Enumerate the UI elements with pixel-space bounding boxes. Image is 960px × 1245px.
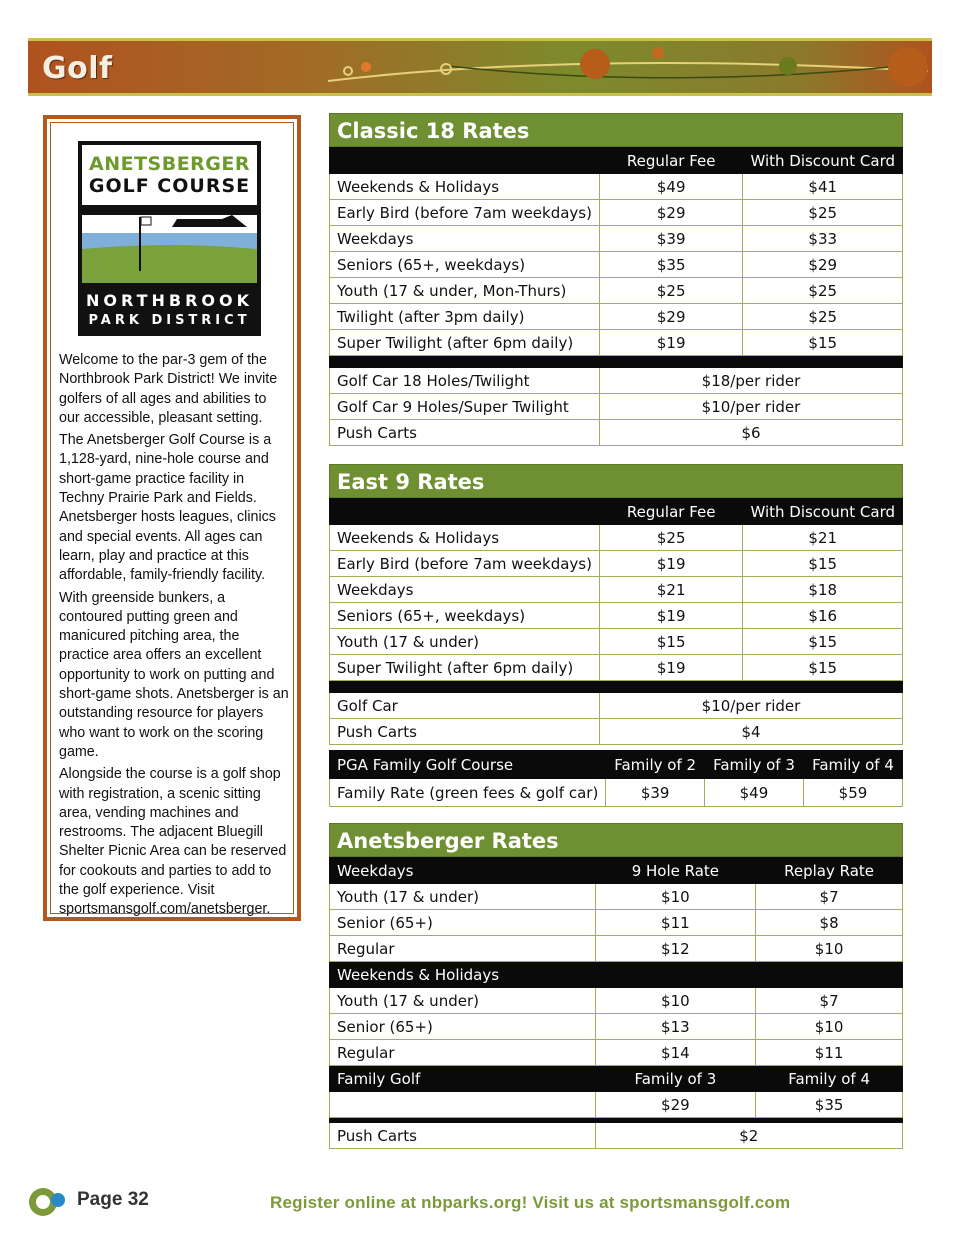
header-banner (28, 38, 932, 96)
table-row: Early Bird (before 7am weekdays) $19 $15 (330, 551, 903, 577)
section-title: Classic 18 Rates (329, 113, 903, 147)
table-row: Golf Car 18 Holes/Twilight $18/per rider (330, 368, 903, 394)
table-row: Push Carts $6 (330, 420, 903, 446)
sidebar (43, 115, 301, 921)
table-row: Youth (17 & under) $15 $15 (330, 629, 903, 655)
divider-bar (330, 356, 903, 368)
table-row: Family Rate (green fees & golf car) $39 $49 $59 (330, 779, 903, 807)
practice-paragraph: With greenside bunkers, a contoured putting green and manicured pitching area, the practice area offers an excellent opportunity to work on putting and short-game shots. Anetsberger is an outstanding resource for players who want to work on the scoring game. (59, 589, 289, 760)
table-row: Senior (65+) $11 $8 (330, 910, 903, 936)
column-header: Regular Fee (599, 499, 742, 525)
table-row: Twilight (after 3pm daily) $29 $25 (330, 304, 903, 330)
rates-table (329, 147, 903, 446)
table-row: Weekdays $39 $33 (330, 226, 903, 252)
table-row: Golf Car $10/per rider (330, 693, 903, 719)
section-title: Anetsberger Rates (329, 823, 903, 857)
table-row: Weekends & Holidays $49 $41 (330, 174, 903, 200)
intro-paragraph: Welcome to the par-3 gem of the Northbrook Park District! We invite golfers of all ages and abilities to our accessible, pleasant setting. (59, 352, 278, 426)
table-subheader-row: Family Golf Family of 3 Family of 4 (330, 1066, 903, 1092)
east-9-rates (329, 464, 903, 745)
table-row: Seniors (65+, weekdays) $19 $16 (330, 603, 903, 629)
logo-line4: PARK DISTRICT (88, 313, 251, 328)
table-row: $29 $35 (330, 1092, 903, 1118)
logo-line1: ANETSBERGER (88, 153, 251, 175)
anetsberger-logo (78, 141, 261, 336)
table-header-row (330, 751, 903, 779)
column-header: With Discount Card (743, 499, 903, 525)
section-title: East 9 Rates (329, 464, 903, 498)
table-row: Push Carts $2 (330, 1123, 903, 1149)
divider-bar (330, 681, 903, 693)
logo-line3: NORTHBROOK (85, 291, 253, 310)
anetsberger-rates (329, 823, 903, 1149)
table-header-row: Weekdays 9 Hole Rate Replay Rate (330, 858, 903, 884)
table-row: Weekdays $21 $18 (330, 577, 903, 603)
classic-18-rates (329, 113, 903, 446)
table-header-row (330, 148, 903, 174)
table-row: Super Twilight (after 6pm daily) $19 $15 (330, 330, 903, 356)
column-header: Family of 3 (704, 751, 803, 779)
rates-table (329, 498, 903, 745)
pga-family-golf (329, 750, 903, 807)
footer-text: Register online at nbparks.org! Visit us at sportsmansgolf.com (270, 1193, 791, 1212)
table-row: Youth (17 & under) $10 $7 (330, 988, 903, 1014)
table-row: Super Twilight (after 6pm daily) $19 $15 (330, 655, 903, 681)
course-paragraph: The Anetsberger Golf Course is a 1,128-yard, nine-hole course and short-game practice facility in Techny Prairie Park and Fields. Anetsberger hosts leagues, clinics and special events. All ages can learn, play and practice at this affordable, family-friendly facility. (59, 432, 276, 584)
table-row: Weekends & Holidays $25 $21 (330, 525, 903, 551)
table-subheader-row: Weekends & Holidays (330, 962, 903, 988)
sidebar-text (59, 351, 291, 923)
column-header: With Discount Card (743, 148, 903, 174)
logo-line2: GOLF COURSE (88, 175, 251, 197)
column-header: Replay Rate (756, 858, 903, 884)
table-row: Regular $12 $10 (330, 936, 903, 962)
table-row: Youth (17 & under, Mon-Thurs) $25 $25 (330, 278, 903, 304)
rates-table (329, 857, 903, 1149)
amenities-paragraph: Alongside the course is a golf shop with registration, a scenic sitting area, vending machines and restrooms. The adjacent Bluegill Shelter Picnic Area can be reserved for cookouts and parties to add to the golf experience. Visit sportsmansgolf.com/anetsberger. (59, 766, 287, 918)
park-district-logo-icon (28, 1186, 68, 1218)
table-row: Regular $14 $11 (330, 1040, 903, 1066)
page-number: Page 32 (77, 1189, 149, 1210)
table-row: Senior (65+) $13 $10 (330, 1014, 903, 1040)
table-row: Seniors (65+, weekdays) $35 $29 (330, 252, 903, 278)
pga-label: PGA Family Golf Course (330, 751, 606, 779)
table-row: Push Carts $4 (330, 719, 903, 745)
table-row: Youth (17 & under) $10 $7 (330, 884, 903, 910)
golf-course-illustration (82, 205, 257, 283)
table-row: Golf Car 9 Holes/Super Twilight $10/per rider (330, 394, 903, 420)
table-row: Early Bird (before 7am weekdays) $29 $25 (330, 200, 903, 226)
column-header: 9 Hole Rate (595, 858, 756, 884)
column-header: Family of 4 (803, 751, 902, 779)
column-header: Family of 2 (606, 751, 705, 779)
page-title: Golf (42, 51, 113, 86)
table-header-row (330, 499, 903, 525)
column-header: Regular Fee (599, 148, 742, 174)
banner-decoration (28, 41, 932, 93)
family-rates-table (329, 750, 903, 807)
